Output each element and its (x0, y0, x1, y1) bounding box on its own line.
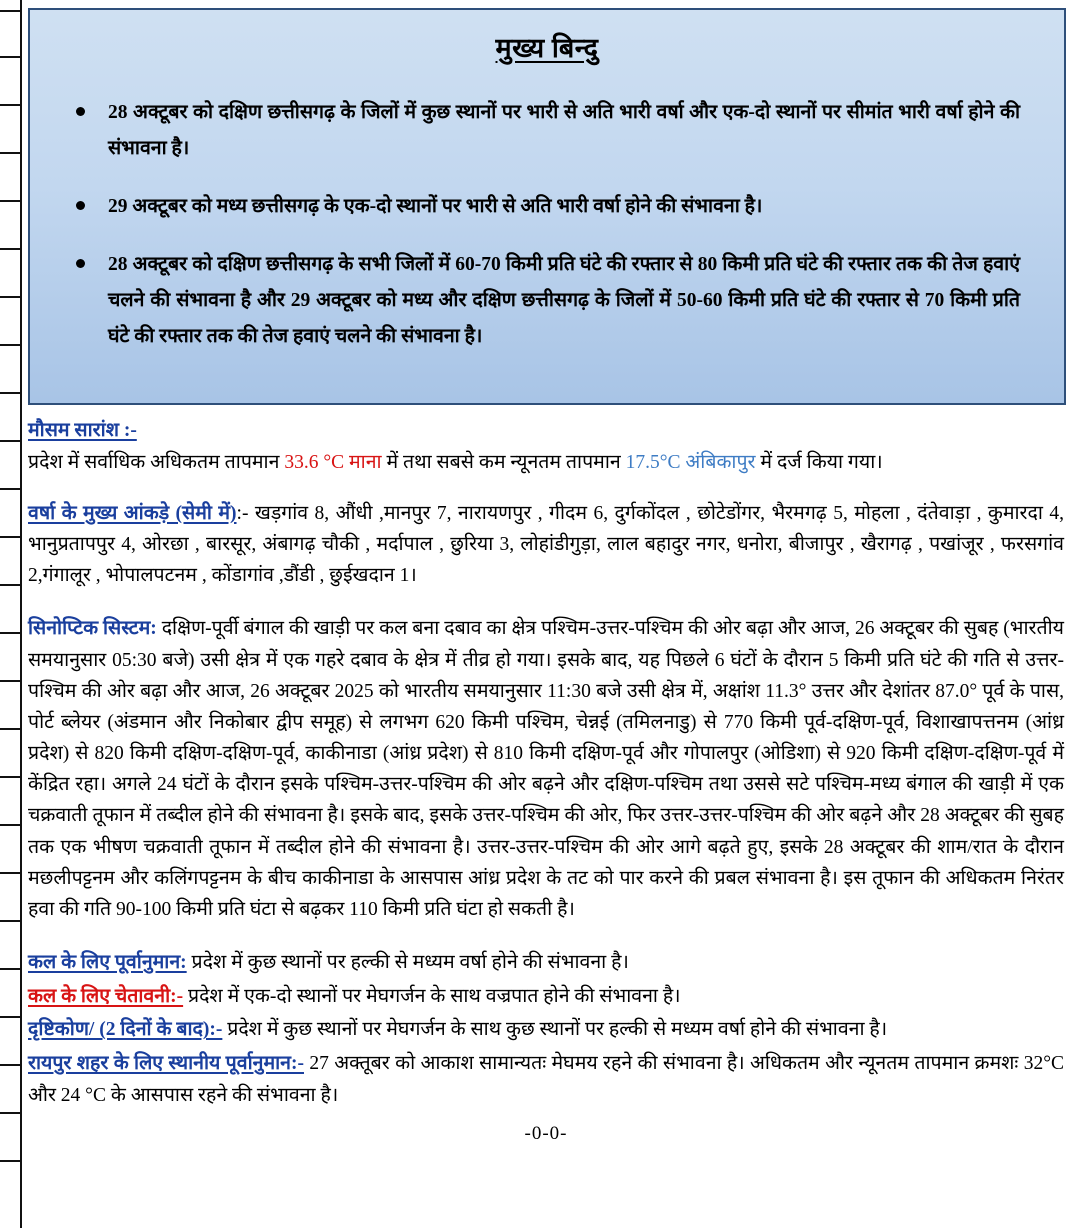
ruler-tick (0, 680, 22, 682)
synoptic-heading: सिनोप्टिक सिस्टम: (28, 618, 157, 640)
key-point-text: 29 अक्टूबर को मध्य छत्तीसगढ़ के एक-दो स्थानों पर भारी से अति भारी वर्षा होने की संभावना है। (108, 196, 763, 218)
synoptic-body: दक्षिण-पूर्वी बंगाल की खाड़ी पर कल बना दबाव का क्षेत्र पश्चिम-उत्तर-पश्चिम की ओर बढ़ा और आज, 26 अक्टूबर की सुबह (भारतीय समयानुसार 05:30 बजे) उसी क्षेत्र में एक गहरे दबाव के क्षेत्र में तीव्र हो गया। इसके बाद, यह पिछले 6 घंटों के दौरान 5 किमी प्रति घंटे की गति से उत्तर-पश्चिम की ओर बढ़ा और आज, 26 अक्टूबर 2025 को भारतीय समयानुसार 11:30 बजे उसी क्षेत्र में, अक्षांश 11.3° उत्तर और देशांतर 87.0° पूर्व के पास, पोर्ट ब्लेयर (अंडमान और निकोबार द्वीप समूह) से लगभग 620 किमी पश्चिम, चेन्नई (तमिलनाडु) से 770 किमी पूर्व-दक्षिण-पूर्व, विशाखापत्तनम (आंध्र प्रदेश) से 820 किमी दक्षिण-दक्षिण-पूर्व, काकीनाडा (आंध्र प्रदेश) से 810 किमी दक्षिण-पूर्व और गोपालपुर (ओडिशा) से 920 किमी दक्षिण-दक्षिण-पूर्व में केंद्रित रहा। अगले 24 घंटों के दौरान इसके पश्चिम-उत्तर-पश्चिम की ओर बढ़ने और दक्षिण-पश्चिम तथा उससे सटे पश्चिम-मध्य बंगाल की खाड़ी में एक चक्रवाती तूफान में तब्दील होने की संभावना है। इसके बाद, इसके उत्तर-पश्चिम की ओर, फिर उत्तर-उत्तर-पश्चिम की ओर बढ़ने और 28 अक्टूबर की सुबह तक एक भीषण चक्रवाती तूफान में तब्दील होने की संभावना है। उत्तर-उत्तर-पश्चिम की ओर आगे बढ़ते हुए, इसके 28 अक्टूबर की शाम/रात के दौरान मछलीपट्टनम और कलिंगपट्टनम के बीच काकीनाडा के आसपास आंध्र प्रदेश के तट को पार करने की प्रबल संभावना है। इस तूफान की अधिकतम निरंतर हवा की गति 90-100 किमी प्रति घंटा से बढ़कर 110 किमी प्रति घंटा हो सकती है। (28, 618, 1064, 920)
ruler-tick (0, 968, 22, 970)
ruler-tick (0, 56, 22, 58)
ruler-tick (0, 1064, 22, 1066)
raipur-local-forecast-line (28, 1048, 1064, 1111)
bullet-dot-icon (76, 107, 85, 116)
tomorrow-warning-text: प्रदेश में एक-दो स्थानों पर मेघगर्जन के साथ वज्रपात होने की संभावना है। (183, 985, 681, 1007)
rainfall-figures-section (28, 498, 1064, 592)
key-point-text: 28 अक्टूबर को दक्षिण छत्तीसगढ़ के सभी जिलों में 60-70 किमी प्रति घंटे की रफ्तार से 80 किमी प्रति घंटे की रफ्तार तक की तेज हवाएं चलने की संभावना है और 29 अक्टूबर को मध्य और दक्षिण छत्तीसगढ़ के जिलों में 50-60 किमी प्रति घंटे की रफ्तार से 70 किमी प्रति घंटे की रफ्तार तक की तेज हवाएं चलने की संभावना है। (108, 254, 1020, 348)
rainfall-heading-suffix: :- (236, 502, 249, 524)
weather-summary-heading (28, 415, 1064, 446)
ruler-tick (0, 200, 22, 202)
summary-text-tail: में दर्ज किया गया। (755, 451, 883, 473)
outlook-heading: दृष्टिकोण/ (2 दिनों के बाद):- (28, 1019, 223, 1041)
rainfall-heading: वर्षा के मुख्य आंकड़े (सेमी में) (28, 502, 237, 524)
ruler-tick (0, 728, 22, 730)
key-points-title: मुख्य बिन्दु (495, 33, 599, 63)
summary-text-lead: प्रदेश में सर्वाधिक अधिकतम तापमान (28, 451, 285, 473)
weather-summary-body (28, 447, 1064, 478)
ruler-tick (0, 584, 22, 586)
ruler-tick (0, 536, 22, 538)
rainfall-values: खड़गांव 8, औंधी ,मानपुर 7, नारायणपुर , गीदम 6, दुर्गकोंदल , छोटेडोंगर, भैरमगढ़ 5, मोहला , दंतेवाड़ा , कुमारदा 4, भानुप्रतापपुर 4, ओरछा , बारसूर, अंबागढ़ चौकी , मर्दापाल , छुरिया 3, लोहांडीगुड़ा, लाल बहादुर नगर, धनोरा, बीजापुर , खैरागढ़ , पखांजूर , फरसगांव 2,गंगालूर , भोपालपटनम , कोंडागांव ,डौंडी , छुईखदान 1। (28, 502, 1064, 587)
key-points-list (48, 95, 1046, 355)
ruler-tick (0, 440, 22, 442)
key-points-box (28, 8, 1066, 405)
ruler-tick (0, 10, 22, 12)
synoptic-system-section (28, 613, 1064, 925)
outlook-text: प्रदेश में कुछ स्थानों पर मेघगर्जन के साथ कुछ स्थानों पर हल्की से मध्यम वर्षा होने की संभावना है। (222, 1019, 888, 1041)
weather-summary-section (28, 415, 1064, 477)
ruler-tick (0, 104, 22, 106)
raipur-local-text: 27 अक्तूबर को आकाश सामान्यतः मेघमय रहने की संभावना है। अधिकतम और न्यूनतम तापमान क्रमशः 32°C और 24 °C के आसपास रहने की संभावना है। (28, 1052, 1064, 1106)
ruler-tick (0, 1112, 22, 1114)
key-point-text: 28 अक्टूबर को दक्षिण छत्तीसगढ़ के जिलों में कुछ स्थानों पर भारी से अति भारी वर्षा और एक-दो स्थानों पर सीमांत भारी वर्षा होने की संभावना है। (108, 102, 1020, 160)
list-item (108, 247, 1020, 355)
tomorrow-warning-line (28, 981, 1064, 1013)
raipur-local-heading: रायपुर शहर के लिए स्थानीय पूर्वानुमान:- (28, 1052, 304, 1074)
outlook-line (28, 1014, 1064, 1046)
weather-summary-heading-text: मौसम सारांश :- (28, 420, 137, 442)
ruler-tick (0, 1160, 22, 1162)
document-page (22, 0, 1080, 1228)
ruler-tick (0, 296, 22, 298)
end-marker: -0-0- (524, 1123, 568, 1145)
tomorrow-forecast-text: प्रदेश में कुछ स्थानों पर हल्की से मध्यम वर्षा होने की संभावना है। (186, 952, 629, 974)
ruler-tick (0, 392, 22, 394)
ruler-tick (0, 920, 22, 922)
list-item (108, 189, 1020, 225)
left-margin-ruler (0, 0, 22, 1228)
tomorrow-warning-heading: कल के लिए चेतावनी:- (28, 985, 184, 1007)
list-item (108, 95, 1020, 167)
bullet-dot-icon (76, 259, 85, 268)
ruler-tick (0, 824, 22, 826)
ruler-tick (0, 632, 22, 634)
bullet-dot-icon (76, 201, 85, 210)
tomorrow-forecast-line (28, 947, 1064, 979)
min-temperature-value: 17.5°C अंबिकापुर (625, 451, 756, 473)
ruler-tick (0, 872, 22, 874)
ruler-tick (0, 488, 22, 490)
forecast-lines-section (28, 947, 1064, 1149)
summary-text-mid: में तथा सबसे कम न्यूनतम तापमान (381, 451, 626, 473)
ruler-tick (0, 152, 22, 154)
ruler-tick (0, 776, 22, 778)
ruler-rail (20, 0, 22, 1228)
ruler-tick (0, 1016, 22, 1018)
max-temperature-value: 33.6 °C माना (284, 451, 382, 473)
tomorrow-forecast-heading: कल के लिए पूर्वानुमान: (28, 952, 187, 974)
ruler-tick (0, 344, 22, 346)
ruler-tick (0, 248, 22, 250)
